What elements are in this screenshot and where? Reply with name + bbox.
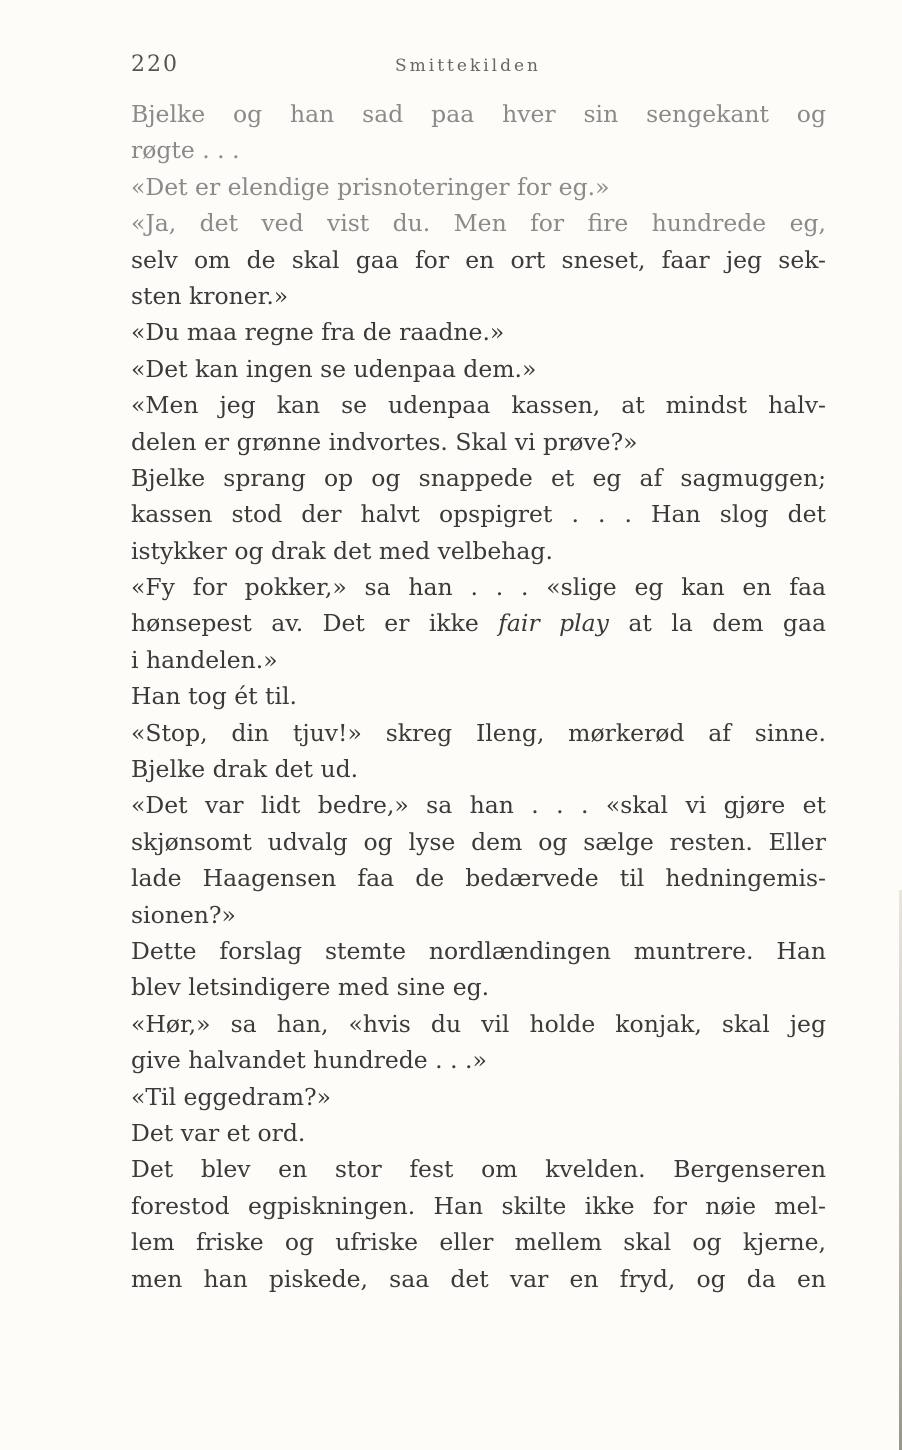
text-line: kassen stod der halvt opspigret . . . Han slog det	[131, 500, 826, 529]
text-line: i handelen.»	[131, 645, 278, 674]
text-line: Han tog ét til.	[131, 682, 297, 711]
text-line: lade Haagensen faa de bedærvede til hedningemis-	[131, 864, 826, 893]
text-line: «Du maa regne fra de raadne.»	[131, 318, 505, 347]
text-line: «Hør,» sa han, «hvis du vil holde konjak, skal jeg	[131, 1009, 826, 1038]
text-line: delen er grønne indvortes. Skal vi prøve?»	[131, 427, 638, 456]
text-line: «Ja, det ved vist du. Men for fire hundrede eg,	[131, 209, 826, 238]
text-line: Bjelke og han sad paa hver sin sengekant og	[131, 100, 826, 128]
text-line: Bjelke sprang op og snappede et eg af sagmuggen;	[131, 463, 826, 492]
text-line: Det blev en stor fest om kvelden. Bergenseren	[131, 1155, 826, 1184]
text-span: at la dem gaa	[608, 609, 826, 638]
text-line: sten kroner.»	[131, 281, 289, 310]
page-number: 220	[131, 52, 179, 77]
text-line: give halvandet hundrede . . .»	[131, 1046, 487, 1075]
text-line: «Stop, din tjuv!» skreg Ileng, mørkerød af sinne.	[131, 718, 826, 747]
text-span: hønsepest av. Det er ikke	[131, 609, 499, 638]
body-text	[131, 96, 826, 1297]
text-line: blev letsindigere med sine eg.	[131, 973, 490, 1002]
text-line-italic	[131, 605, 826, 641]
text-line: selv om de skal gaa for en ort sneset, faar jeg sek-	[131, 245, 826, 274]
text-line: «Det var lidt bedre,» sa han . . . «skal vi gjøre et	[131, 791, 826, 820]
text-line: istykker og drak det med velbehag.	[131, 536, 553, 565]
text-line: røgte . . .	[131, 136, 240, 165]
text-line: «Det kan ingen se udenpaa dem.»	[131, 354, 537, 383]
text-line: lem friske og ufriske eller mellem skal og kjerne,	[131, 1228, 826, 1257]
text-line: Dette forslag stemte nordlændingen muntrere. Han	[131, 936, 826, 965]
text-line: skjønsomt udvalg og lyse dem og sælge resten. Eller	[131, 827, 826, 856]
text-line: Det var et ord.	[131, 1118, 306, 1147]
text-line: «Til eggedram?»	[131, 1082, 332, 1111]
page-header	[131, 52, 821, 82]
text-line: Bjelke drak det ud.	[131, 755, 359, 784]
text-line: men han piskede, saa det var en fryd, og da en	[131, 1264, 826, 1293]
text-line: «Fy for pokker,» sa han . . . «slige eg kan en faa	[131, 573, 826, 602]
text-line: «Det er elendige prisnoteringer for eg.»	[131, 172, 610, 201]
text-line: forestod egpiskningen. Han skilte ikke for nøie mel-	[131, 1191, 826, 1220]
text-line: «Men jeg kan se udenpaa kassen, at mindst halv-	[131, 391, 826, 420]
italic-phrase: fair play	[498, 609, 609, 638]
running-title: Smittekilden	[395, 56, 541, 76]
text-line: sionen?»	[131, 900, 236, 929]
